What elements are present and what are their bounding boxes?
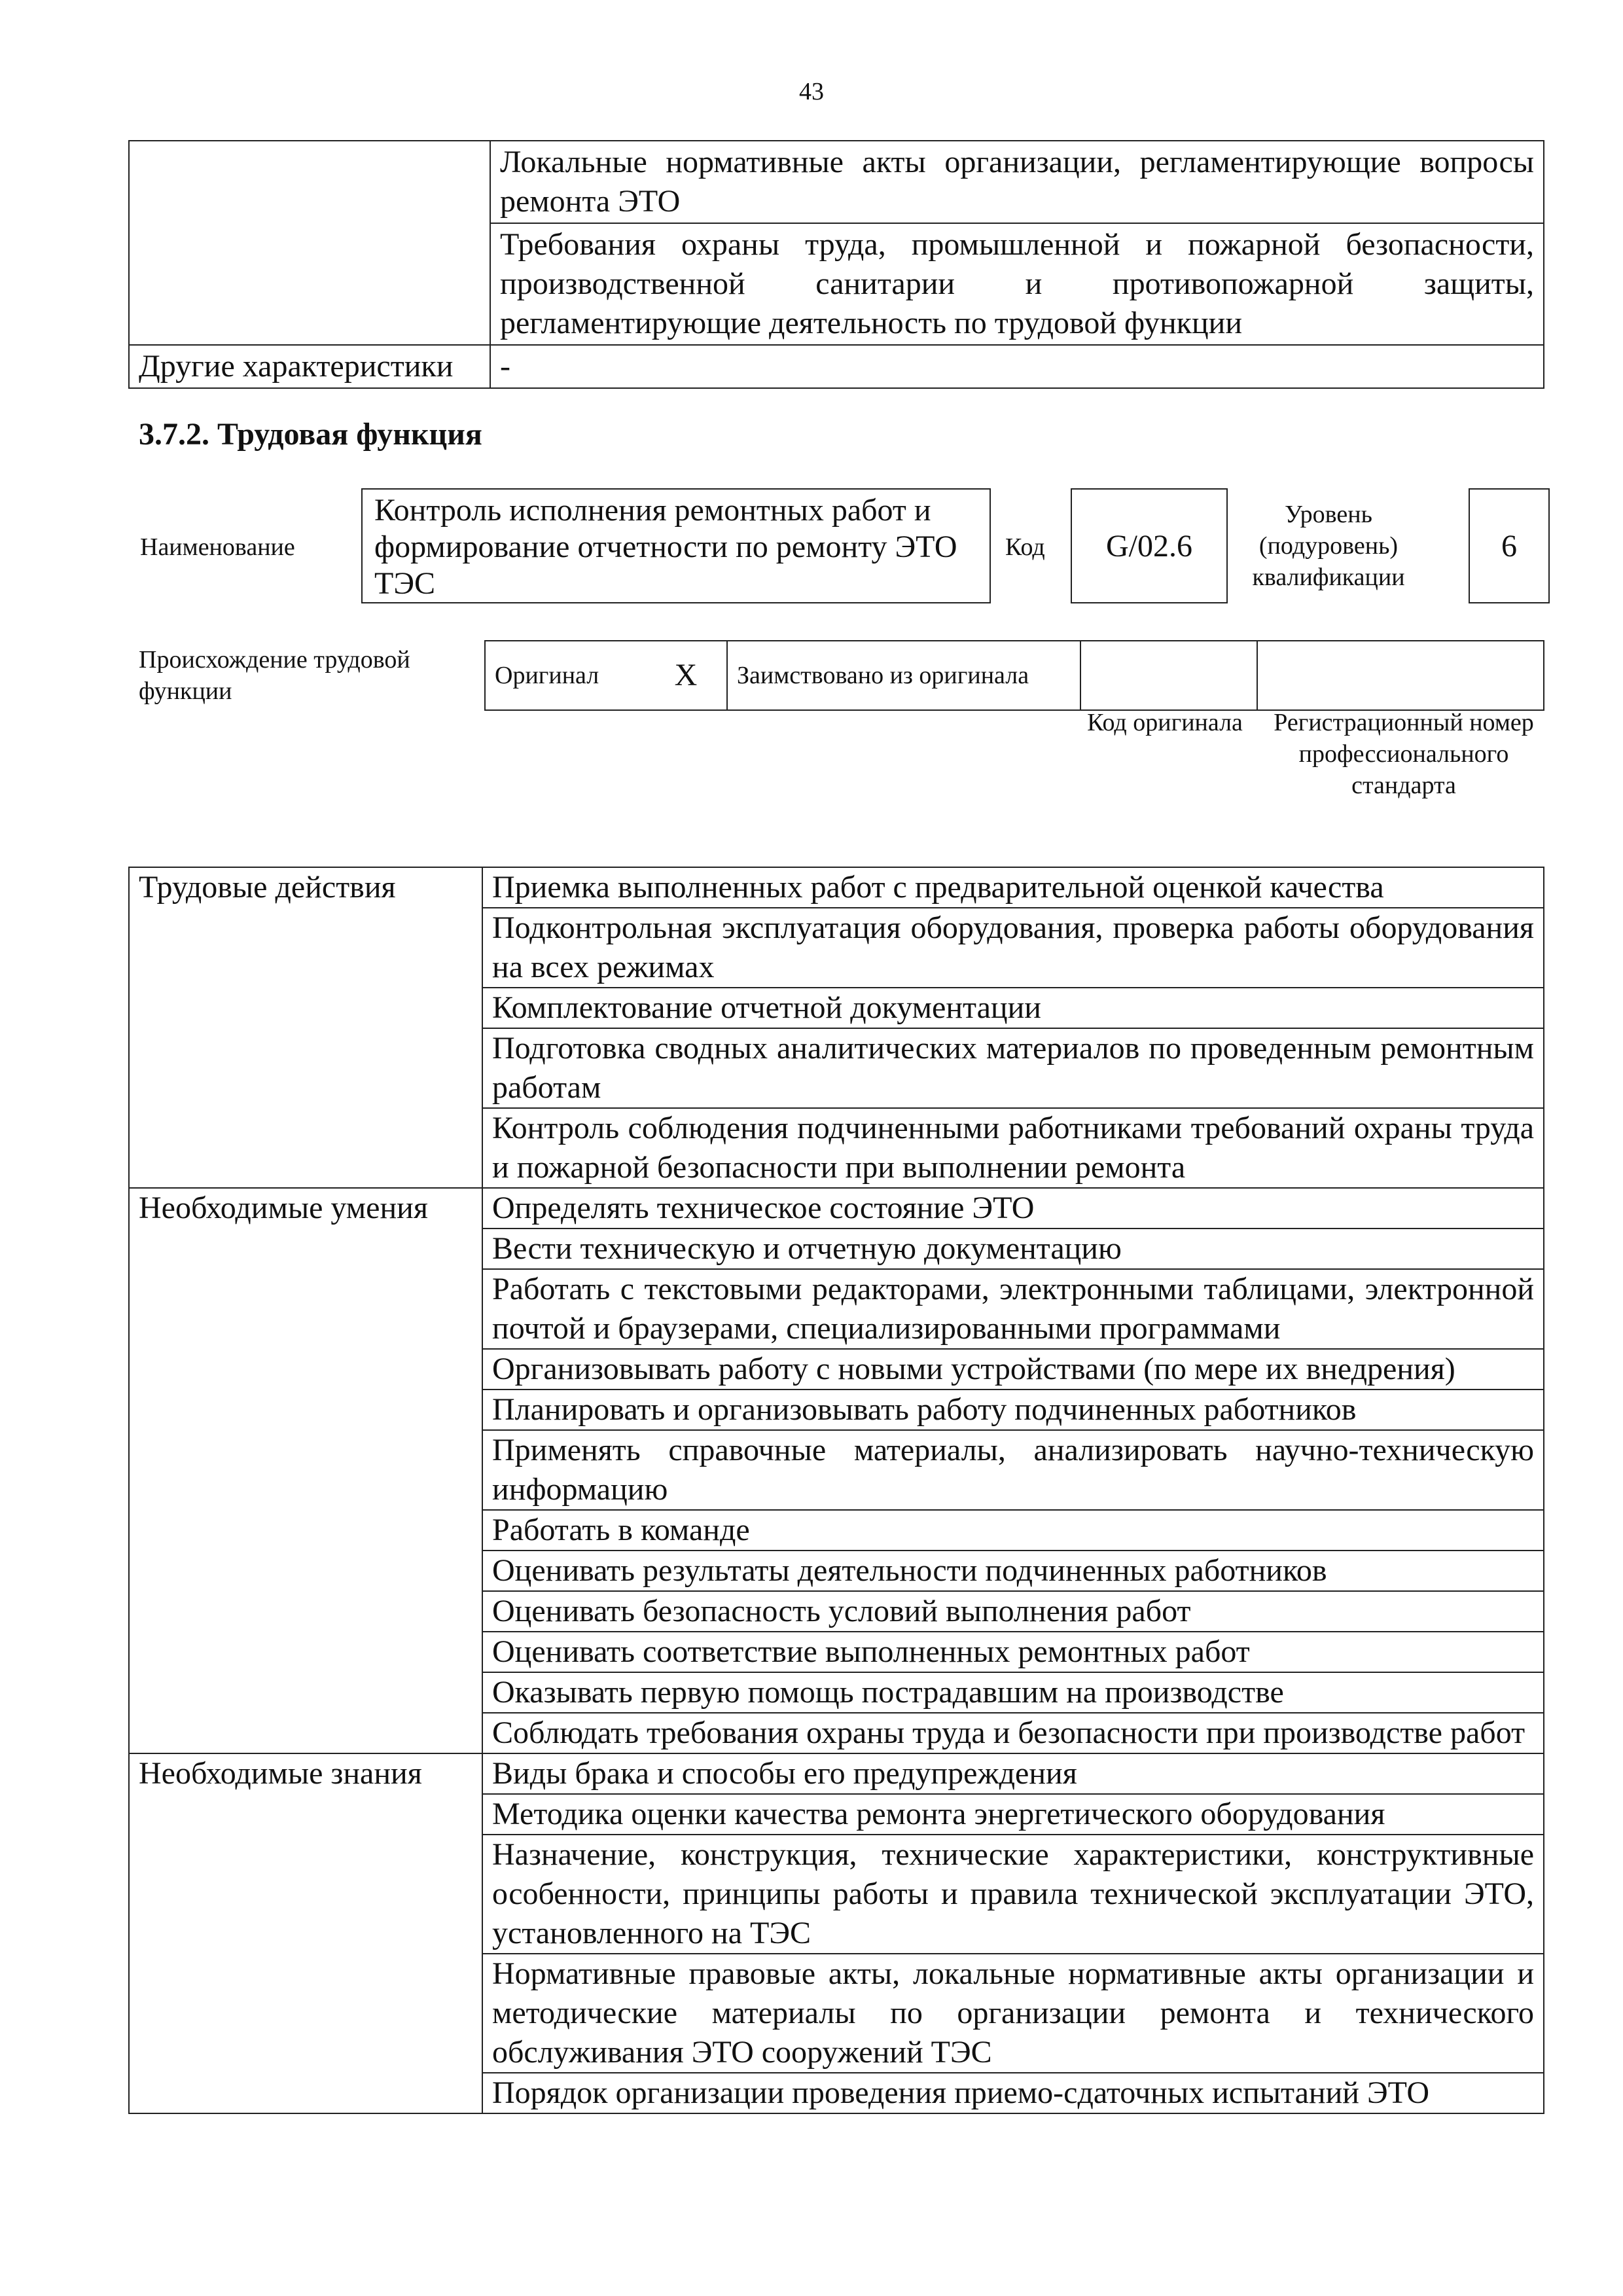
function-name-box: Контроль исполнения ремонтных работ и формирование отчетности по ремонту ЭТО ТЭС [361, 488, 991, 603]
origin-code-cell [1080, 641, 1257, 710]
row-text: Требования охраны труда, промышленной и пожарной безопасности, производственной санитарии и противопожарной защиты, регламентирующие деятельность по трудовой функции [490, 223, 1544, 345]
code-label: Код [1005, 533, 1045, 561]
qualification-level-box: 6 [1469, 488, 1550, 603]
group-item: Оказывать первую помощь пострадавшим на производстве [482, 1672, 1544, 1713]
group-item: Соблюдать требования охраны труда и безопасности при производстве работ [482, 1713, 1544, 1753]
group-item: Подконтрольная эксплуатация оборудования, проверка работы оборудования на всех режимах [482, 908, 1544, 988]
group-item: Определять техническое состояние ЭТО [482, 1188, 1544, 1229]
row-text: - [490, 345, 1544, 388]
origin-reg-caption: Регистрационный номер профессионального стандарта [1274, 709, 1534, 799]
qualification-level-label: Уровень (подуровень) квалификации [1252, 501, 1405, 591]
table-row [129, 1753, 1544, 1794]
origin-code-caption: Код оригинала [1087, 709, 1243, 736]
row-text: Локальные нормативные акты организации, регламентирующие вопросы ремонта ЭТО [490, 141, 1544, 223]
group-label: Необходимые умения [129, 1188, 482, 1753]
row-label [129, 141, 490, 345]
group-item: Методика оценки качества ремонта энергетического оборудования [482, 1794, 1544, 1835]
group-label: Трудовые действия [129, 867, 482, 1188]
group-item: Оценивать результаты деятельности подчиненных работников [482, 1551, 1544, 1591]
origin-reg-cell [1257, 641, 1544, 710]
group-item: Вести техническую и отчетную документацию [482, 1229, 1544, 1269]
origin-row [485, 641, 1544, 710]
group-item: Виды брака и способы его предупреждения [482, 1753, 1544, 1794]
row-label: Другие характеристики [129, 345, 490, 388]
borrowed-label: Заимствовано из оригинала [727, 641, 1080, 710]
group-item: Контроль соблюдения подчиненными работниками требований охраны труда и пожарной безопасности при выполнении ремонта [482, 1108, 1544, 1188]
name-label: Наименование [140, 533, 295, 561]
table-row [129, 867, 1544, 908]
origin-table [484, 640, 1544, 711]
group-item: Приемка выполненных работ с предварительной оценкой качества [482, 867, 1544, 908]
group-item: Комплектование отчетной документации [482, 988, 1544, 1028]
group-item: Порядок организации проведения приемо-сдаточных испытаний ЭТО [482, 2073, 1544, 2113]
page-number: 43 [799, 78, 824, 105]
origin-label: Происхождение трудовой функции [139, 646, 410, 705]
continuation-table [128, 140, 1544, 389]
group-item: Подготовка сводных аналитических материалов по проведенным ремонтным работам [482, 1028, 1544, 1108]
table-row [129, 1188, 1544, 1229]
group-item: Работать с текстовыми редакторами, электронными таблицами, электронной почтой и браузерами, специализированными программами [482, 1269, 1544, 1349]
group-item: Применять справочные материалы, анализировать научно-техническую информацию [482, 1430, 1544, 1510]
group-item: Нормативные правовые акты, локальные нормативные акты организации и методические материалы по организации ремонта и технического обслуживания ЭТО сооружений ТЭС [482, 1954, 1544, 2073]
group-item: Планировать и организовывать работу подчиненных работников [482, 1390, 1544, 1430]
group-item: Назначение, конструкция, технические характеристики, конструктивные особенности, принципы работы и правила технической эксплуатации ЭТО, установленного на ТЭС [482, 1835, 1544, 1954]
section-heading: 3.7.2. Трудовая функция [139, 417, 482, 452]
main-table [128, 867, 1544, 2114]
group-item: Организовывать работу с новыми устройствами (по мере их внедрения) [482, 1349, 1544, 1390]
group-item: Работать в команде [482, 1510, 1544, 1551]
original-label: Оригинал [485, 641, 645, 710]
group-item: Оценивать соответствие выполненных ремонтных работ [482, 1632, 1544, 1672]
group-label: Необходимые знания [129, 1753, 482, 2113]
group-item: Оценивать безопасность условий выполнения работ [482, 1591, 1544, 1632]
table-row [129, 345, 1544, 388]
original-mark: X [645, 641, 727, 710]
function-code-box: G/02.6 [1071, 488, 1228, 603]
table-row [129, 141, 1544, 223]
